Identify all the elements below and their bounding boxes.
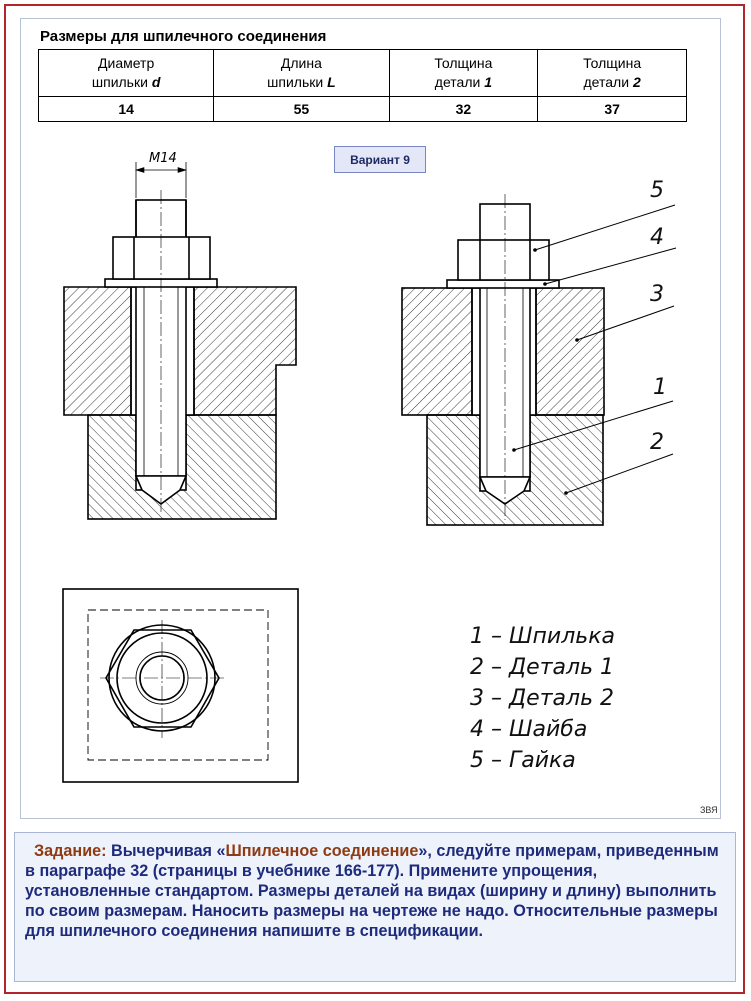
value-length: 55: [214, 97, 389, 122]
header-thickness-1: Толщина детали 1: [389, 50, 538, 97]
right-washer: [447, 280, 559, 288]
right-nut: [458, 240, 549, 280]
dimension-m14-label: M14: [149, 151, 177, 166]
top-view: [63, 589, 298, 782]
callout-1: 1: [653, 375, 667, 400]
callout-2: 2: [650, 430, 664, 455]
author-mark: ЗВЯ: [700, 805, 718, 815]
value-thickness-2: 37: [538, 97, 687, 122]
value-thickness-1: 32: [389, 97, 538, 122]
right-section-view: [402, 194, 676, 525]
legend-item-detail-2: 3 – Деталь 2: [470, 686, 615, 711]
parts-legend: [470, 624, 615, 773]
legend-item-stud: 1 – Шпилька: [470, 624, 615, 649]
left-section-view: [64, 162, 296, 519]
legend-item-nut: 5 – Гайка: [470, 748, 576, 773]
callout-4: 4: [650, 225, 664, 250]
table-title: Размеры для шпилечного соединения: [40, 28, 327, 45]
left-nut: [113, 237, 210, 279]
variant-badge: Вариант 9: [334, 146, 426, 173]
task-text-part1: Вычерчивая «: [106, 842, 226, 860]
task-label: Задание:: [34, 842, 107, 860]
header-diameter: Диаметр шпильки d: [39, 50, 214, 97]
legend-item-washer: 4 – Шайба: [470, 717, 588, 742]
task-text-part2: », следуйте примерам, приведенным в параграфе 32 (страницы в учебнике 166-177). Примените упрощения, установленные стандартом. Размеры деталей на видах (ширину и длину) выполнить по своим размерам. Наносить размеры на чертеже не надо. Относительные размеры для шпилечного соединения напишите в спецификации.: [25, 842, 719, 940]
header-length: Длина шпильки L: [214, 50, 389, 97]
header-thickness-2: Толщина детали 2: [538, 50, 687, 97]
value-diameter: 14: [39, 97, 214, 122]
callout-3: 3: [650, 282, 664, 307]
task-box: [14, 832, 736, 982]
legend-item-detail-1: 2 – Деталь 1: [470, 655, 615, 680]
callout-5: 5: [650, 178, 664, 203]
task-highlight: Шпилечное соединение: [225, 842, 419, 860]
